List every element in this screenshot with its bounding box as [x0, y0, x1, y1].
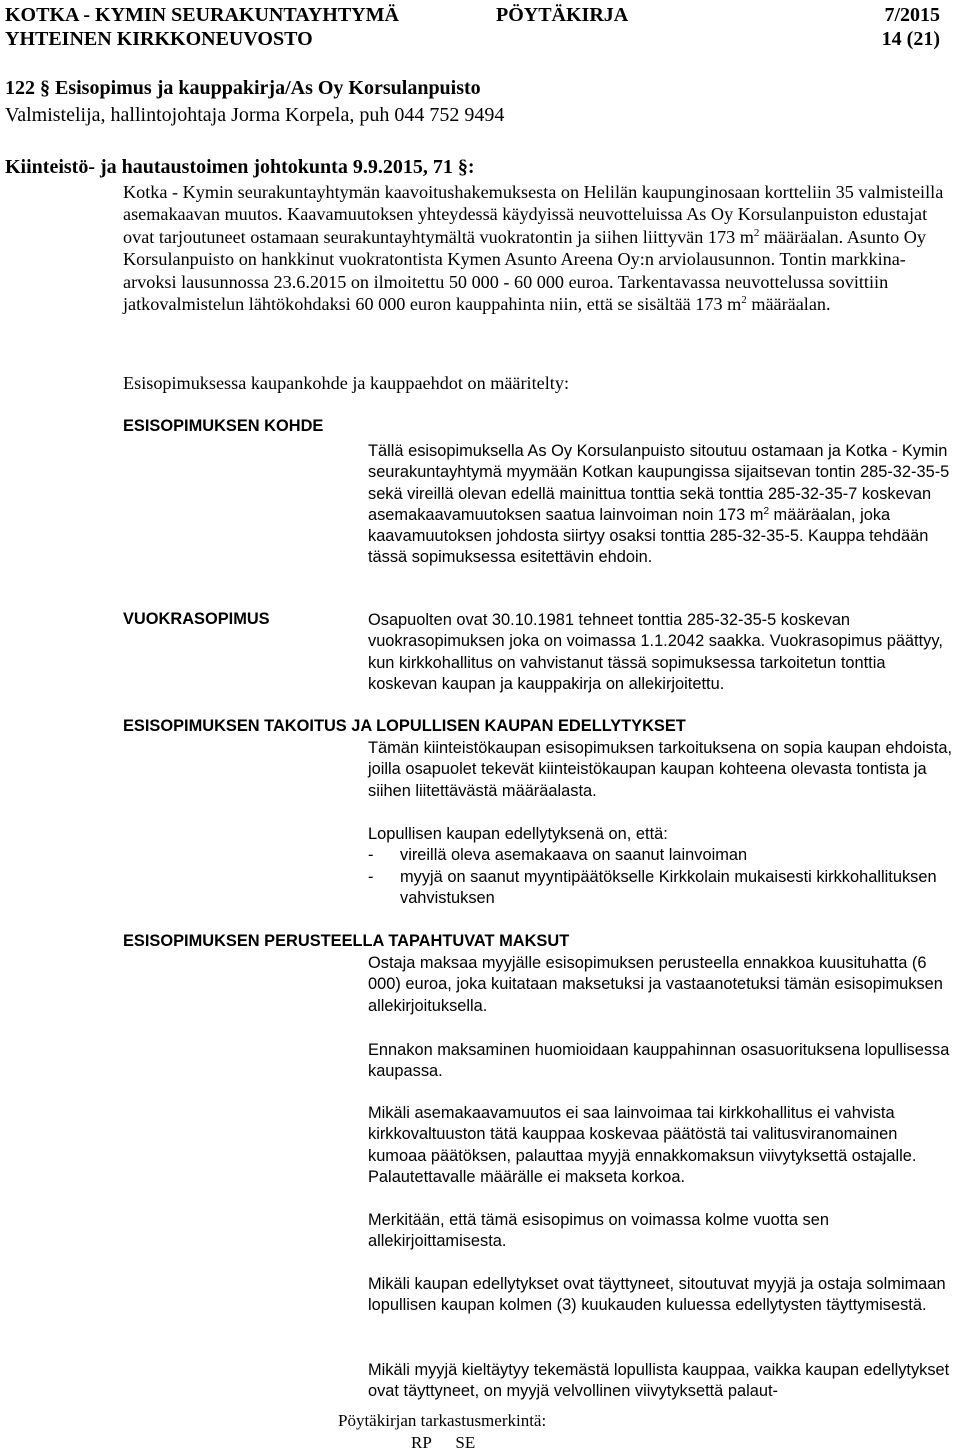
superscript-2: 2	[763, 505, 769, 517]
paragraph-kohde	[368, 441, 953, 569]
maksut-text: Merkitään, että tämä esisopimus on voimassa kolme vuotta sen allekirjoittamisesta.	[368, 1211, 829, 1251]
superscript-2: 2	[753, 226, 760, 239]
organization-name: KOTKA - KYMIN SEURAKUNTAYHTYMÄ	[5, 4, 399, 26]
heading-takoitus: ESISOPIMUKSEN TAKOITUS JA LOPULLISEN KAUPAN EDELLYTYKSET	[123, 717, 686, 735]
vuokra-text: Osapuolten ovat 30.10.1981 tehneet tonttia 285-32-35-5 koskevan vuokrasopimuksen joka on voimassa 1.1.2042 saakka. Vuokrasopimus päättyy, kun kirkkohallitus on vahvistanut tässä sopimuksessa tarkoitetun tonttia koskevan kaupan ja kauppakirja on allekirjoitettu.	[368, 611, 943, 693]
list-dash: -	[368, 867, 374, 886]
paragraph-maksut-6	[368, 1360, 953, 1403]
page-number: 14 (21)	[881, 28, 940, 50]
heading-kohde: ESISOPIMUKSEN KOHDE	[123, 417, 324, 435]
heading-vuokrasopimus: VUOKRASOPIMUS	[123, 610, 270, 628]
terms-lead: Esisopimuksessa kaupankohde ja kauppaehdot on määritelty:	[123, 373, 569, 393]
paragraph-maksut-3	[368, 1103, 953, 1188]
maksut-text: Ennakon maksaminen huomioidaan kauppahinnan osasuorituksena lopullisessa kaupassa.	[368, 1041, 950, 1081]
review-mark-label: Pöytäkirjan tarkastusmerkintä:	[338, 1411, 547, 1430]
meeting-number: 7/2015	[884, 4, 940, 26]
condition-text: myyjä on saanut myyntipäätökselle Kirkkolain mukaisesti kirkkohallituksen vahvistuksen	[400, 867, 937, 907]
list-dash: -	[368, 846, 374, 865]
intro-text-1: Kotka - Kymin seurakuntayhtymän kaavoitushakemuksesta on Helilän kaupunginosaan kortteliin 35 valmisteilla asemakaavan muutos. Kaavamuutoksen yhteydessä käydyissä neuvotteluissa As Oy Korsulanpuiston edustajat ovat tarjoutuneet ostamaan seurakuntayhtymältä vuokratontin ja siihen liittyvän 173 m	[123, 182, 944, 247]
committee-reference: Kiinteistö- ja hautaustoimen johtokunta 9.9.2015, 71 §:	[5, 156, 475, 178]
intro-text-2: määräalan. Asunto Oy Korsulanpuisto on hankkinut vuokratontista Kymen Asunto Areena Oy:n arviolausunnon. Tontin markkina-arvoksi lausunnossa 23.6.2015 on ilmoitettu 50 000 - 60 000 euroa. Tarkentavassa neuvottelussa sovittiin jatkovalmistelun lähtökohdaksi 60 000 euron kauppahinta niin, että se sisältää 173 m	[123, 226, 927, 315]
paragraph-takoitus	[368, 738, 953, 802]
condition-text: vireillä oleva asemakaava on saanut lainvoiman	[400, 846, 748, 865]
conditions-list	[368, 845, 953, 909]
reviewer-initials: RP SE	[411, 1433, 476, 1452]
kohde-text-2: määräalan, joka kaavamuutoksen johdosta siirtyy osaksi tonttia 285-32-35-5. Kauppa tehdään tässä sopimuksessa esitettävin ehdoin.	[368, 505, 929, 567]
maksut-text: Ostaja maksaa myyjälle esisopimuksen perusteella ennakkoa kuusituhatta (6 000) euroa, joka kuitataan maksetuksi ja vastaanotetuksi tämän esisopimuksen allekirjoituksella.	[368, 954, 943, 1015]
intro-paragraph	[123, 181, 953, 315]
paragraph-maksut-5	[368, 1274, 953, 1317]
paragraph-conditions	[368, 824, 953, 909]
paragraph-maksut-2	[368, 1040, 953, 1083]
section-title: 122 § Esisopimus ja kauppakirja/As Oy Korsulanpuisto	[5, 77, 481, 99]
paragraph-maksut-1	[368, 953, 953, 1017]
paragraph-vuokrasopimus	[368, 610, 953, 695]
intro-text-3: määräalan.	[746, 294, 831, 315]
paragraph-maksut-4	[368, 1210, 953, 1253]
heading-maksut: ESISOPIMUKSEN PERUSTEELLA TAPAHTUVAT MAKSUT	[123, 932, 570, 950]
maksut-text: Mikäli kaupan edellytykset ovat täyttyneet, sitoutuvat myyjä ja ostaja solmimaan lopullisen kaupan kolmen (3) kuukauden kuluessa edellytysten täyttymisestä.	[368, 1275, 946, 1315]
document-type: PÖYTÄKIRJA	[496, 4, 629, 26]
maksut-text: Mikäli myyjä kieltäytyy tekemästä lopullista kauppaa, vaikka kaupan edellytykset ovat täyttyneet, on myyjä velvollinen viivytyksettä palaut-	[368, 1361, 950, 1401]
governing-body: YHTEINEN KIRKKONEUVOSTO	[5, 28, 313, 50]
kohde-text-1: Tällä esisopimuksella As Oy Korsulanpuisto sitoutuu ostamaan ja Kotka - Kymin seurakuntayhtymä myymään Kotkan kaupungissa sijaitsevan tontin 285-32-35-5 sekä vireillä olevan edellä mainittua tonttia sekä tonttia 285-32-35-7 koskevan asemakaavamuutoksen saatua lainvoiman noin 173 m	[368, 442, 950, 524]
takoitus-text: Tämän kiinteistökaupan esisopimuksen tarkoituksena on sopia kaupan ehdoista, joilla osapuolet tekevät kiinteistökaupan kaupan kohteena olevasta tontista ja siihen liitettävästä määräalasta.	[368, 739, 953, 800]
maksut-text: Mikäli asemakaavamuutos ei saa lainvoimaa tai kirkkohallitus ei vahvista kirkkovaltuuston tätä kauppaa koskevaa päätöstä tai valitusviranomainen kumoaa päätöksen, palauttaa myyjä ennakkomaksun viivytyksettä ostajalle. Palautettavalle määrälle ei makseta korkoa.	[368, 1104, 917, 1186]
conditions-intro: Lopullisen kaupan edellytyksenä on, että:	[368, 825, 668, 843]
list-item	[368, 845, 953, 866]
list-item	[368, 867, 953, 910]
preparer-line: Valmistelija, hallintojohtaja Jorma Korpela, puh 044 752 9494	[5, 104, 505, 126]
superscript-2: 2	[741, 294, 747, 307]
